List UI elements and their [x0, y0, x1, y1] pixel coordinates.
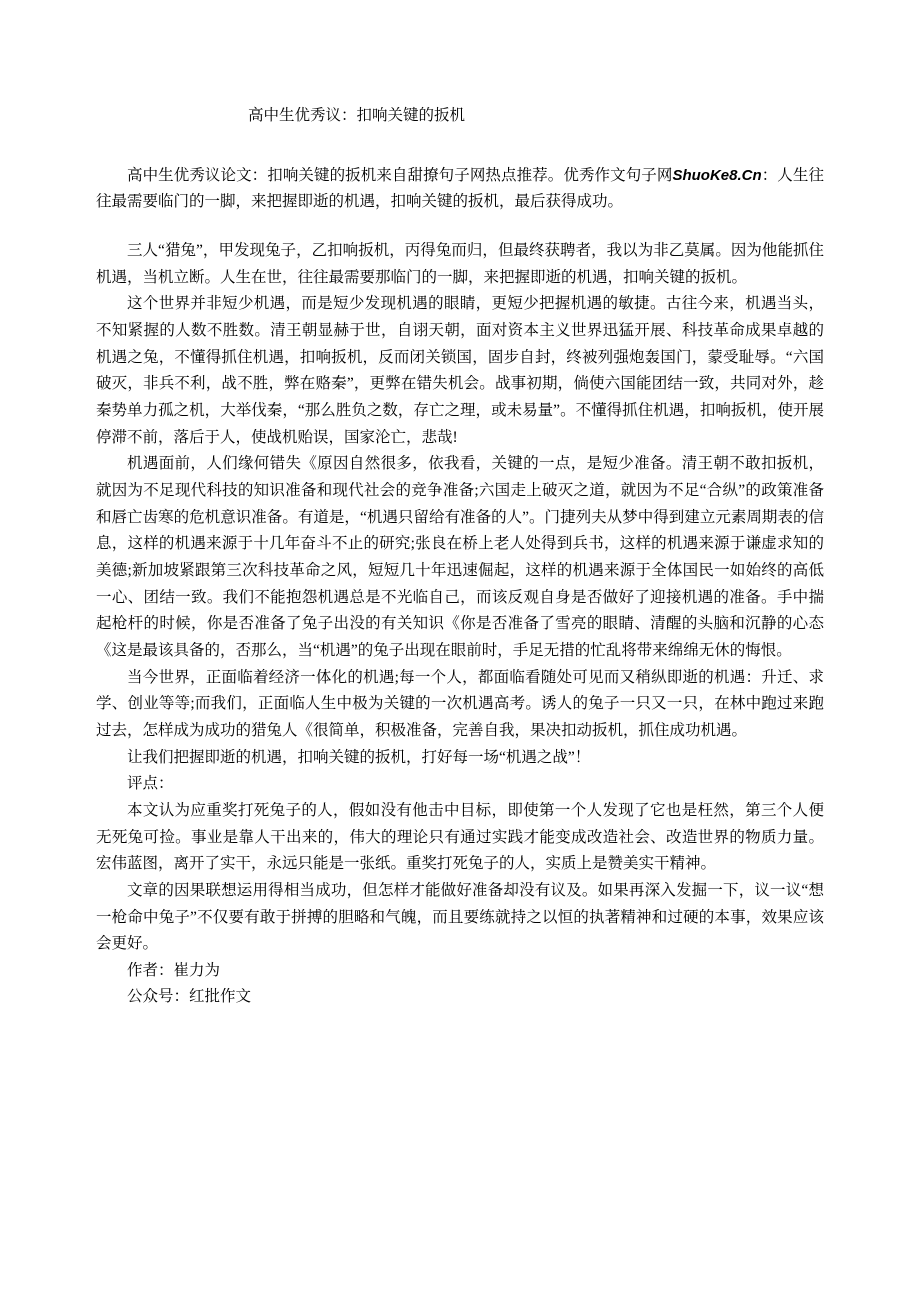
paragraph: 本文认为应重奖打死兔子的人，假如没有他击中目标，即使第一个人发现了它也是枉然，第三个人便无死兔可捡。事业是靠人干出来的，伟大的理论只有通过实践才能变成改造社会、改造世界的物质力量。宏伟蓝图，离开了实干，永远只能是一张纸。重奖打死兔子的人，实质上是赞美实干精神。	[96, 801, 824, 873]
paragraph: 三人“猎兔”，甲发现兔子，乙扣响扳机，丙得兔而归，但最终获聘者，我以为非乙莫属。因为他能抓住机遇，当机立断。人生在世，往往最需要那临门的一脚，来把握即逝的机遇，扣响关键的扳机。	[96, 242, 824, 286]
lead-text-before: 高中生优秀议论文：扣响关键的扳机来自甜撩句子网热点推荐。优秀作文句子网	[127, 166, 673, 184]
paragraph: 这个世界并非短少机遇，而是短少发现机遇的眼睛，更短少把握机遇的敏捷。古往今来，机遇当头，不知紧握的人数不胜数。清王朝显赫于世，自诩天朝，面对资本主义世界迅猛开展、科技革命成果卓越的机遇之兔，不懂得抓住机遇，扣响扳机，反而闭关锁国，固步自封，终被列强炮轰国门，蒙受耻辱。“六国破灭，非兵不利，战不胜，弊在赂秦”，更弊在错失机会。战事初期，倘使六国能团结一致，共同对外，趁秦势单力孤之机，大举伐秦，“那么胜负之数，存亡之理，或未易量”。不懂得抓住机遇，扣响扳机，使开展停滞不前，落后于人，使战机贻误，国家沦亡，悲哉!	[96, 295, 824, 446]
lead-paragraph	[96, 163, 824, 216]
paragraph: 文章的因果联想运用得相当成功，但怎样才能做好准备却没有议及。如果再深入发掘一下，议一议“想一枪命中兔子”不仅要有敢于拼搏的胆略和气魄，而且要练就持之以恒的执著精神和过硬的本事，效果应该会更好。	[96, 881, 824, 953]
site-watermark: ShuoKe8.Cn	[672, 166, 762, 184]
comment-heading: 评点：	[127, 775, 174, 793]
page-title: 高中生优秀议：扣响关键的扳机	[248, 107, 466, 124]
author-line: 作者：崔力为	[127, 961, 221, 979]
document-body	[96, 104, 824, 1011]
paragraph: 让我们把握即逝的机遇，扣响关键的扳机，打好每一场“机遇之战”！	[127, 748, 591, 766]
lead-text-after: ：人生往往最需要临门的一脚，来把握即逝的机遇，扣响关键的扳机，最后获得成功。	[96, 166, 824, 211]
paragraph: 机遇面前，人们缘何错失《原因自然很多，依我看，关键的一点，是短少准备。清王朝不敢扣扳机，就因为不足现代科技的知识准备和现代社会的竞争准备;六国走上破灭之道，就因为不足“合纵”的政策准备和唇亡齿寒的危机意识准备。有道是，“机遇只留给有准备的人”。门捷列夫从梦中得到建立元素周期表的信息，这样的机遇来源于十几年奋斗不止的研究;张良在桥上老人处得到兵书，这样的机遇来源于谦虚求知的美德;新加坡紧跟第三次科技革命之风，短短几十年迅速倔起，这样的机遇来源于全体国民一如始终的高低一心、团结一致。我们不能抱怨机遇总是不光临自己，而该反观自身是否做好了迎接机遇的准备。手中揣起枪杆的时候，你是否准备了兔子出没的有关知识《你是否准备了雪亮的眼睛、清醒的头脑和沉静的心态《这是最该具备的，否那么，当“机遇”的兔子出现在眼前时，手足无措的忙乱将带来绵绵无休的悔恨。	[96, 455, 824, 659]
public-account-line: 公众号：红批作文	[127, 988, 252, 1006]
paragraph: 当今世界，正面临着经济一体化的机遇;每一个人，都面临看随处可见而又稍纵即逝的机遇：升迁、求学、创业等等;而我们，正面临人生中极为关键的一次机遇高考。诱人的兔子一只又一只，在林中跑过来跑过去，怎样成为成功的猎兔人《很简单，积极准备，完善自我，果决扣动扳机，抓住成功机遇。	[96, 668, 824, 739]
